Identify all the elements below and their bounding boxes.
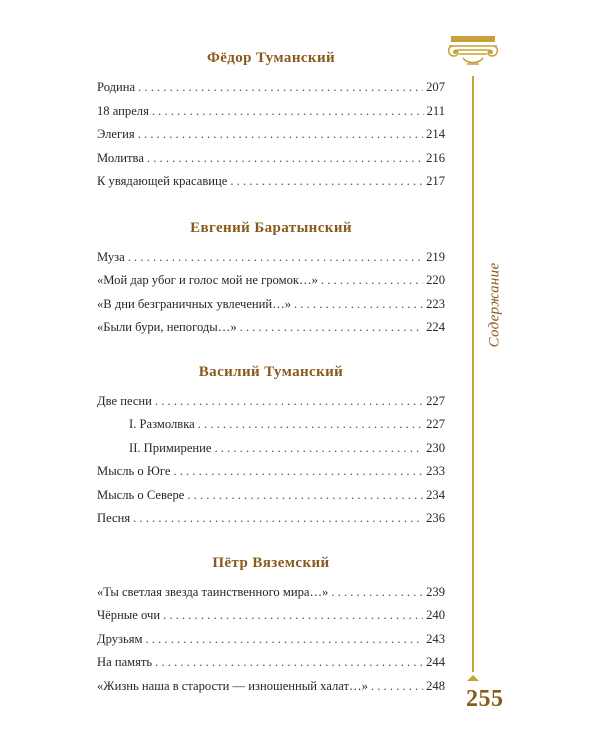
entry-page: 248 bbox=[426, 678, 445, 693]
section-label: Содержание bbox=[486, 262, 503, 348]
author-heading: Пётр Вяземский bbox=[212, 554, 330, 571]
toc-entry bbox=[97, 484, 445, 508]
leader-dots bbox=[138, 76, 423, 100]
entry-page: 211 bbox=[426, 103, 445, 118]
toc-subentry bbox=[97, 437, 445, 461]
toc-section bbox=[97, 553, 445, 699]
entry-title: Мысль о Севере bbox=[97, 487, 185, 502]
entry-title: Молитва bbox=[97, 150, 144, 165]
leader-dots bbox=[173, 460, 423, 484]
entry-page: 227 bbox=[426, 417, 445, 431]
leader-dots bbox=[138, 123, 423, 147]
leader-dots bbox=[133, 507, 423, 531]
leader-dots bbox=[240, 316, 423, 340]
toc-section bbox=[97, 48, 445, 194]
author-heading: Евгений Баратынский bbox=[190, 219, 352, 236]
entry-title: I. Размолвка bbox=[129, 417, 195, 431]
entry-page: 239 bbox=[426, 584, 445, 599]
leader-dots bbox=[146, 628, 424, 652]
entry-title: Чёрные очи bbox=[97, 608, 161, 622]
entry-title: «В дни безграничных увлечений…» bbox=[97, 296, 292, 311]
entry-page: 236 bbox=[426, 511, 445, 525]
entry-page: 207 bbox=[426, 80, 445, 94]
entry-page: 227 bbox=[426, 393, 445, 408]
toc-section bbox=[97, 362, 445, 531]
toc-entry bbox=[97, 123, 445, 147]
entry-page: 220 bbox=[426, 273, 445, 287]
leader-dots bbox=[155, 651, 423, 675]
entry-page: 234 bbox=[426, 487, 445, 502]
leader-dots bbox=[152, 100, 424, 124]
leader-dots bbox=[147, 147, 423, 171]
entry-title: «Жизнь наша в старости — изношенный халат…» bbox=[97, 678, 368, 693]
leader-dots bbox=[163, 604, 423, 628]
entry-page: 233 bbox=[426, 464, 445, 478]
toc-entry bbox=[97, 628, 445, 652]
column-base-icon bbox=[467, 668, 479, 674]
toc-entry bbox=[97, 675, 445, 699]
ionic-capital-icon bbox=[445, 34, 501, 76]
entry-title: Друзьям bbox=[97, 631, 143, 646]
leader-dots bbox=[155, 390, 423, 414]
entry-title: II. Примирение bbox=[129, 440, 212, 455]
toc-entry bbox=[97, 460, 445, 484]
entry-page: 219 bbox=[426, 249, 445, 264]
toc-entry bbox=[97, 170, 445, 194]
toc-entry bbox=[97, 246, 445, 270]
entry-title: Муза bbox=[97, 249, 125, 264]
toc-entry bbox=[97, 604, 445, 628]
toc-entry bbox=[97, 100, 445, 124]
entry-page: 214 bbox=[426, 127, 445, 141]
toc-entry bbox=[97, 269, 445, 293]
leader-dots bbox=[321, 269, 423, 293]
entry-title: Родина bbox=[97, 80, 136, 94]
leader-dots bbox=[214, 437, 423, 461]
entry-title: «Были бури, непогоды…» bbox=[97, 320, 237, 334]
entry-page: 224 bbox=[426, 320, 445, 334]
entry-page: 243 bbox=[426, 631, 445, 646]
leader-dots bbox=[331, 581, 423, 605]
toc-entry bbox=[97, 651, 445, 675]
entry-title: Две песни bbox=[97, 393, 152, 408]
entry-title: «Мой дар убог и голос мой не громок…» bbox=[97, 273, 318, 287]
leader-dots bbox=[230, 170, 423, 194]
page-number: 255 bbox=[466, 686, 504, 712]
leader-dots bbox=[294, 293, 423, 317]
entry-title: «Ты светлая звезда таинственного мира…» bbox=[97, 584, 329, 599]
table-of-contents bbox=[97, 48, 445, 698]
entry-title: Песня bbox=[97, 511, 131, 525]
leader-dots bbox=[371, 675, 423, 699]
entry-title: На память bbox=[97, 655, 153, 669]
entry-page: 230 bbox=[426, 440, 445, 455]
toc-entry bbox=[97, 581, 445, 605]
author-heading: Василий Туманский bbox=[198, 363, 344, 380]
entry-page: 217 bbox=[426, 174, 445, 188]
leader-dots bbox=[187, 484, 423, 508]
entry-title: Элегия bbox=[97, 127, 135, 141]
toc-entry bbox=[97, 390, 445, 414]
entry-page: 216 bbox=[426, 150, 445, 165]
entry-page: 223 bbox=[426, 296, 445, 311]
leader-dots bbox=[198, 413, 423, 437]
toc-entry bbox=[97, 507, 445, 531]
toc-subentry bbox=[97, 413, 445, 437]
toc-entry bbox=[97, 76, 445, 100]
entry-page: 240 bbox=[426, 608, 445, 622]
column-rail bbox=[472, 76, 474, 672]
toc-section bbox=[97, 218, 445, 340]
author-heading: Фёдор Туманский bbox=[206, 50, 336, 66]
entry-title: 18 апреля bbox=[97, 103, 149, 118]
entry-page: 244 bbox=[426, 655, 445, 669]
toc-entry bbox=[97, 293, 445, 317]
leader-dots bbox=[128, 246, 423, 270]
toc-entry bbox=[97, 316, 445, 340]
toc-entry bbox=[97, 147, 445, 171]
entry-title: Мысль о Юге bbox=[97, 464, 171, 478]
entry-title: К увядающей красавице bbox=[97, 174, 228, 188]
